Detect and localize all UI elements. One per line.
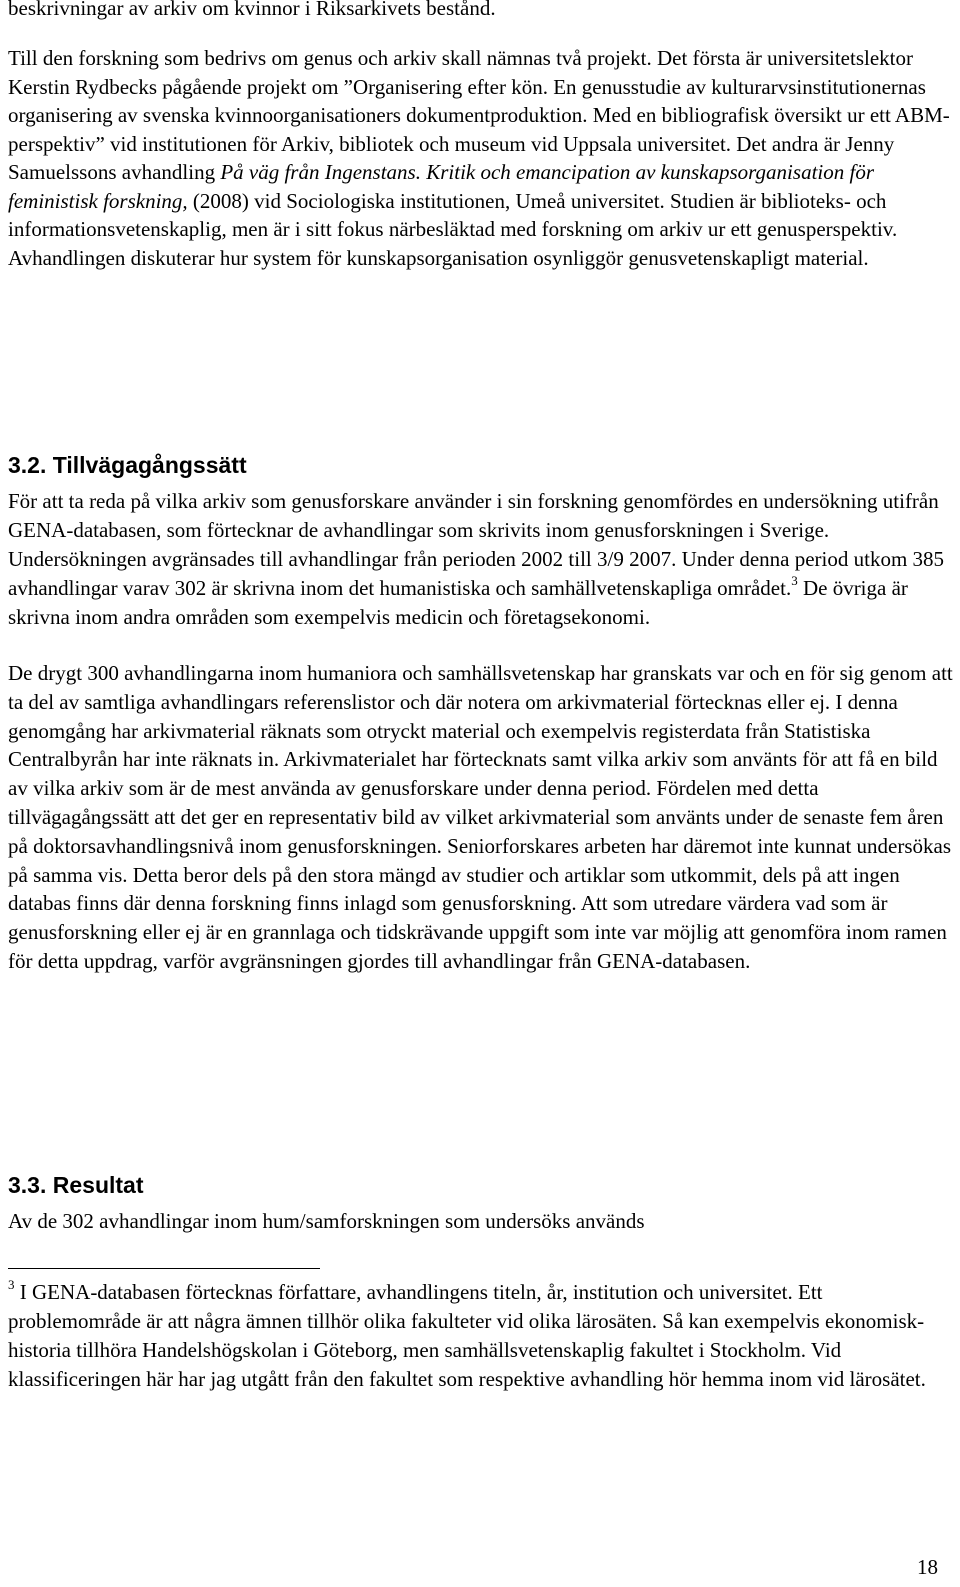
footnote-reference[interactable]: 3 — [791, 572, 798, 588]
paragraph-text: (2008) vid Sociologiska institutionen, Umeå universitet. Studien är biblioteks- och informationsvetenskaplig, men är i sitt fokus närbesläktad med forskning om arkiv ur ett genusperspektiv. Avhandlingen diskuterar hur system för kunskapsorganisation osynliggör genusvetenskapligt material. — [8, 188, 898, 270]
thesis-title: På väg från Ingenstans. Kritik och emancipation av kunskapsorganisation för feministisk forskning, — [8, 160, 874, 213]
paragraph-text: beskrivningar av arkiv om kvinnor i Riksarkivets bestånd. — [8, 0, 496, 20]
paragraph-projects — [8, 44, 953, 272]
paragraph-method-2 — [8, 659, 953, 976]
paragraph-text: De drygt 300 avhandlingarna inom humaniora och samhällsvetenskap har granskats var och en för sig genom att ta del av samtliga avhandlingars referenslistor och där notera om arkivmaterial förtecknas eller ej. I denna genomgång har arkivmaterial räknats som otryckt material och exempelvis registerdata från Statistiska Centralbyrån har inte räknats in. Arkivmaterialet har förtecknats samt vilka arkiv som använts för att få en bild av vilka arkiv som är de mest använda av genusforskare under denna period. Fördelen med detta tillvägagångssätt att det ger en representativ bild av vilket arkivmaterial som använts under de senaste fem åren på doktorsavhandlingsnivå inom genusforskningen. Seniorforskares arbeten har däremot inte kunnat undersökas på samma vis. Detta beror dels på den stora mängd av studier och artiklar som utkommit, dels på att ingen databas finns där denna forskning finns inlagd som genusforskning. Att som utredare värdera vad som är genusforskning eller ej är en grannlaga och tidskrävande uppgift som inte var möjlig att genomföra inom ramen för detta uppdrag, varför avgränsningen gjordes till avhandlingar från GENA-databasen. — [8, 661, 953, 973]
footnote — [8, 1278, 953, 1394]
paragraph-text: För att ta reda på vilka arkiv som genusforskare använder i sin forskning genomfördes en undersökning utifrån GENA-databasen, som förtecknar de avhandlingar som skrivits inom genusforskningen i Sverige. Undersökningen avgränsades till avhandlingar från perioden 2002 till 3/9 2007. Under denna period utkom 385 avhandlingar varav 302 är skrivna inom det humanistiska och samhällvetenskapliga området. — [8, 489, 945, 600]
paragraph-results — [8, 1207, 953, 1236]
paragraph-continuation — [8, 0, 953, 23]
paragraph-text: De övriga är skrivna inom andra områden som exempelvis medicin och företagsekonomi. — [8, 575, 908, 629]
page-number: 18 — [917, 1555, 938, 1579]
footnote-text: I GENA-databasen förtecknas författare, avhandlingens titeln, år, institution och universitet. Ett problemområde är att några ämnen tillhör olika fakulteter vid olika lärosäten. Så kan exempelvis ekonomisk-historia tillhöra Handelshögskolan i Göteborg, men samhällsvetenskaplig fakultet i Stockholm. Vid klassificeringen här har jag utgått från den fakultet som respektive avhandling hör hemma inom vid lärosätet. — [8, 1280, 926, 1391]
section-heading-method: 3.2. Tillvägagångssätt — [8, 452, 247, 478]
paragraph-text: Till den forskning som bedrivs om genus och arkiv skall nämnas två projekt. Det första är universitetslektor Kerstin Rydbecks pågående projekt om ”Organisering efter kön. En genusstudie av kulturarvsinstitutionernas organisering av svenska kvinnoorganisationers dokumentproduktion. Med en bibliografisk översikt ur ett ABM-perspektiv” vid institutionen för Arkiv, bibliotek och museum vid Uppsala universitet. Det andra är Jenny Samuelssons avhandling — [8, 46, 950, 184]
footnote-separator — [8, 1268, 320, 1269]
paragraph-method-1 — [8, 487, 953, 632]
paragraph-text: Av de 302 avhandlingar inom hum/samforskningen som undersöks används — [8, 1209, 645, 1233]
footnote-number: 3 — [8, 1277, 15, 1292]
section-heading-results: 3.3. Resultat — [8, 1172, 144, 1198]
